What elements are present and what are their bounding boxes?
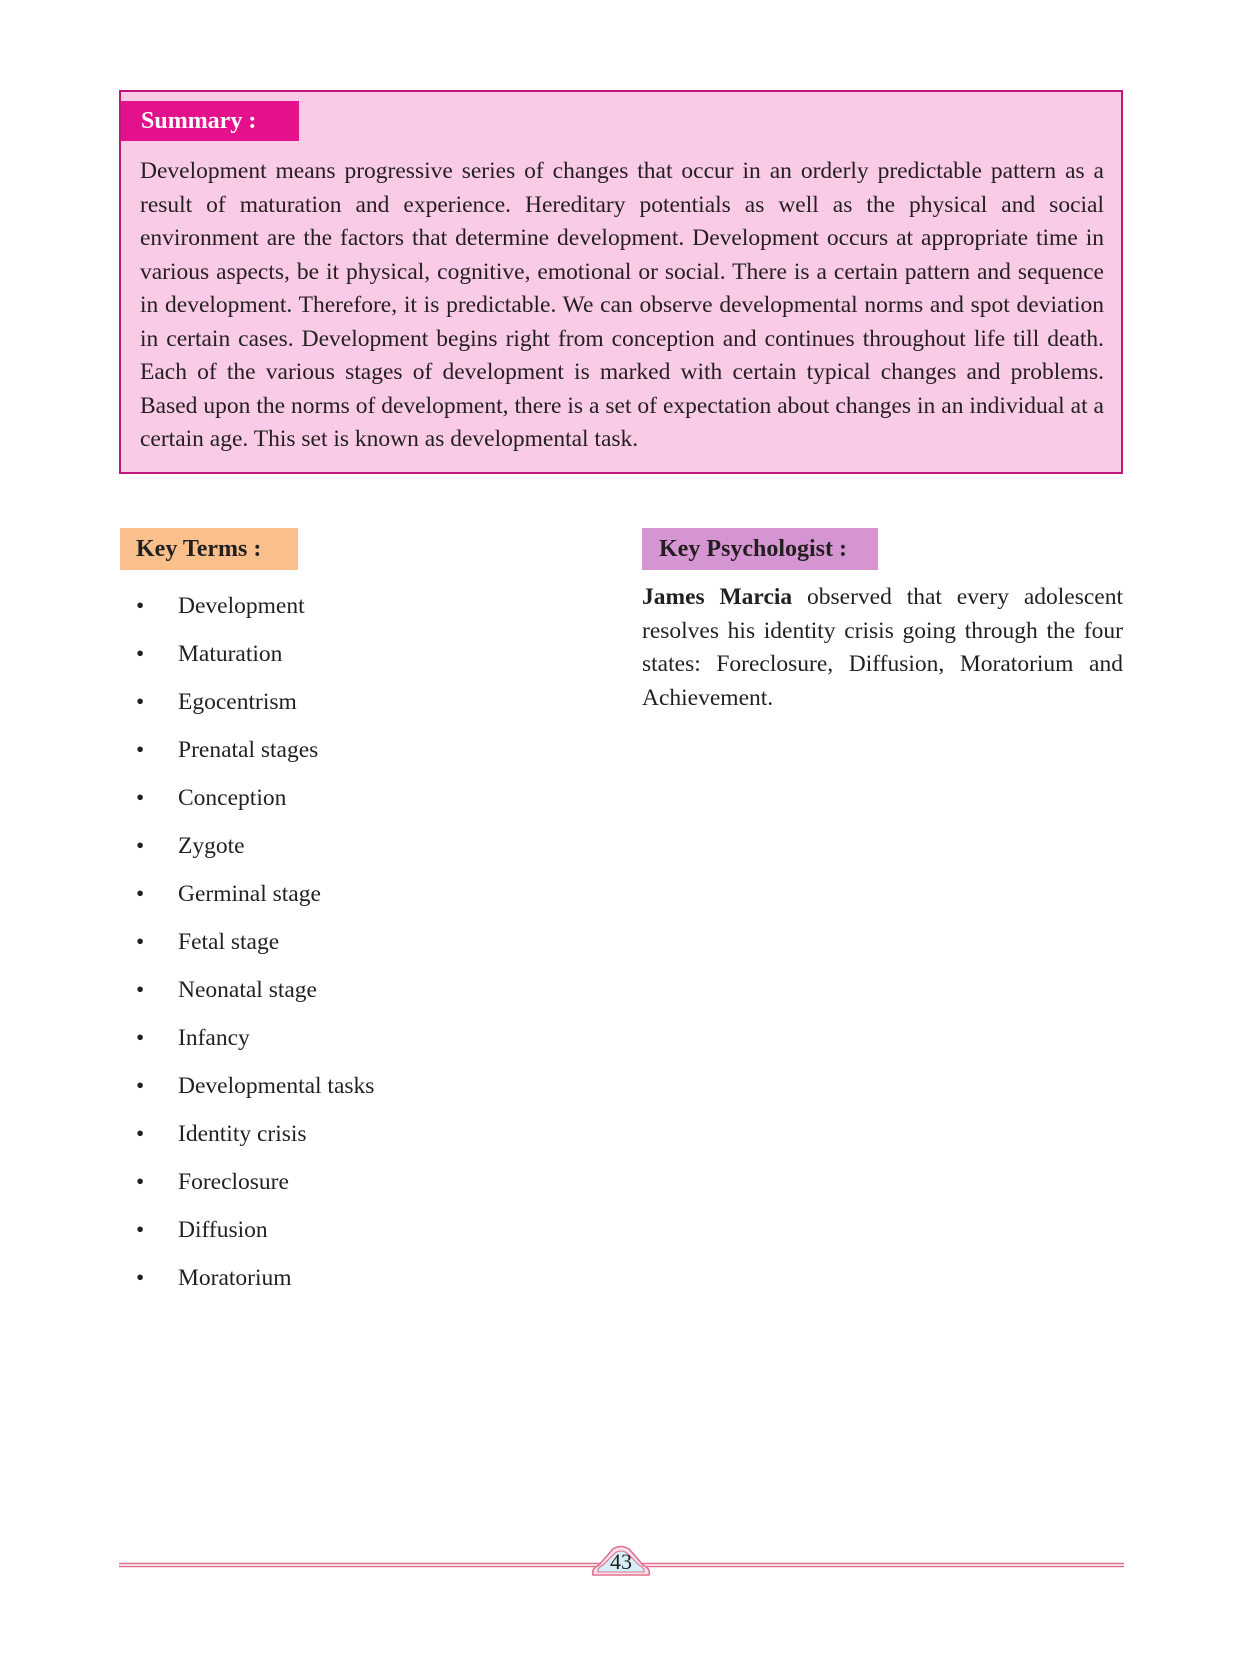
key-terms-heading: Key Terms :	[120, 528, 298, 570]
bullet-icon: •	[136, 689, 145, 715]
key-term-label: Maturation	[178, 641, 283, 667]
key-term-label: Prenatal stages	[178, 737, 319, 763]
key-term-label: Zygote	[178, 833, 245, 859]
bullet-icon: •	[136, 1121, 145, 1147]
summary-text: Development means progressive series of changes that occur in an orderly predictable pattern as a result of maturation and experience. Hereditary potentials as well as the physical and social environment are the factors that determine development. Development occurs at appropriate time in various aspects, be it physical, cognitive, emotional or social. There is a certain pattern and sequence in development. Therefore, it is predictable. We can observe developmental norms and spot deviation in certain cases. Development begins right from conception and continues throughout life till death. Each of the various stages of development is marked with certain typical changes and problems. Based upon the norms of development, there is a set of expectation about changes in an individual at a certain age. This set is known as developmental task.	[140, 158, 1104, 452]
key-psychologist-heading: Key Psychologist :	[642, 528, 878, 570]
bullet-icon: •	[136, 1073, 145, 1099]
key-term-label: Developmental tasks	[178, 1073, 375, 1099]
bullet-icon: •	[136, 833, 145, 859]
bullet-icon: •	[136, 1217, 145, 1243]
key-term-label: Diffusion	[178, 1217, 268, 1243]
key-term-label: Foreclosure	[178, 1169, 289, 1195]
summary-heading: Summary :	[121, 101, 299, 141]
bullet-icon: •	[136, 881, 145, 907]
bullet-icon: •	[136, 593, 145, 619]
key-term-label: Fetal stage	[178, 929, 280, 955]
bullet-icon: •	[136, 641, 145, 667]
key-term-label: Conception	[178, 785, 287, 811]
bullet-icon: •	[136, 737, 145, 763]
bullet-icon: •	[136, 1169, 145, 1195]
key-psychologist-text	[642, 581, 1123, 715]
key-term-label: Neonatal stage	[178, 977, 317, 1003]
bullet-icon: •	[136, 1265, 145, 1291]
key-term-label: Moratorium	[178, 1265, 292, 1291]
bullet-icon: •	[136, 1025, 145, 1051]
summary-box	[119, 90, 1123, 474]
key-term-label: Infancy	[178, 1025, 250, 1051]
bullet-icon: •	[136, 785, 145, 811]
key-term-label: Identity crisis	[178, 1121, 307, 1147]
key-term-label: Development	[178, 593, 305, 619]
bullet-icon: •	[136, 977, 145, 1003]
bullet-icon: •	[136, 929, 145, 955]
key-term-label: Egocentrism	[178, 689, 297, 715]
page-number: 43	[610, 1549, 632, 1574]
key-term-label: Germinal stage	[178, 881, 321, 907]
psychologist-description: observed that every adolescent resolves his identity crisis going through the four states: Foreclosure, Diffusion, Moratorium and Achievement.	[642, 584, 1123, 711]
psychologist-name: James Marcia	[642, 584, 793, 610]
